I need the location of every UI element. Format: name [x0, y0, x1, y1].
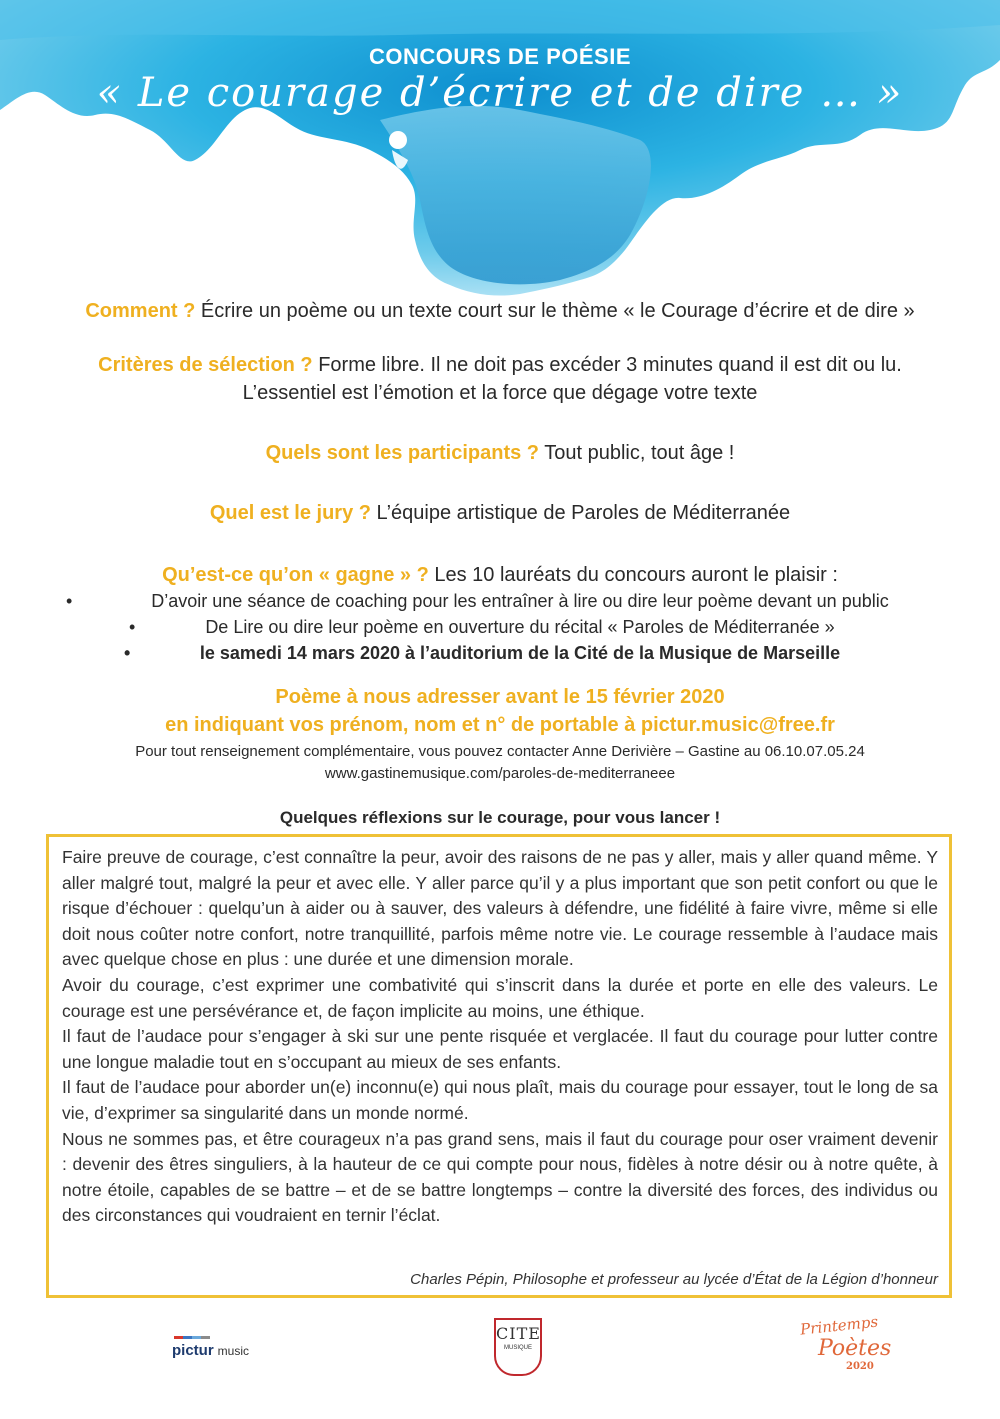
- list-item: [0, 617, 1000, 638]
- quote-paragraph: Avoir du courage, c’est exprimer une combativité qui s’inscrit dans la durée et porte en elle des valeurs. Le courage est une persévérance et, de façon implicite au moins, une éthique.: [62, 974, 938, 1021]
- logo-stripe: [174, 1336, 210, 1339]
- contest-label: CONCOURS DE POÉSIE: [368, 44, 632, 69]
- question-label: Quels sont les participants ?: [265, 442, 540, 464]
- info-how: [0, 300, 1000, 323]
- website-link[interactable]: www.gastinemusique.com/paroles-de-mediterraneee: [324, 765, 676, 782]
- reflections-heading: Quelques réflexions sur le courage, pour vous lancer !: [279, 808, 721, 827]
- logo-subtext: music: [217, 1344, 250, 1358]
- bullet-icon: •: [129, 617, 136, 637]
- list-item: [0, 643, 1000, 664]
- info-participants: [0, 442, 1000, 465]
- deadline-line-1: Poème à nous adresser avant le 15 février 2020: [275, 686, 725, 708]
- logo-text: pictur: [172, 1342, 214, 1359]
- contest-title: « Le courage d’écrire et de dire … »: [96, 70, 904, 116]
- bullet-icon: •: [66, 591, 73, 611]
- quote-paragraph: Nous ne sommes pas, et être courageux n’a pas grand sens, mais il faut du courage pour oser vraiment devenir : devenir des êtres singuliers, à la hauteur de ce qui compte pour nous, fidèles à notre désir ou à notre quête, à notre étoile, capables de se battre – et de se battre longtemps – contre la diversité des forces, des individus ou des circonstances qui voudraient en ternir l’éclat.: [62, 1128, 938, 1226]
- answer-text: Écrire un poème ou un texte court sur le thème « le Courage d’écrire et de dire »: [195, 300, 915, 322]
- list-item-text: De Lire ou dire leur poème en ouverture du récital « Paroles de Méditerranée »: [205, 617, 835, 637]
- question-label: Quel est le jury ?: [209, 502, 371, 524]
- logo-year: 2020: [846, 1361, 874, 1372]
- info-prize: [0, 564, 1000, 587]
- quote-paragraph: Il faut de l’audace pour s’engager à ski sur une pente risquée et verglacée. Il faut du courage pour lutter contre une longue maladie tout en s’occupant au mieux de ses enfants.: [62, 1026, 938, 1072]
- contact-text: Pour tout renseignement complémentaire, vous pouvez contacter Anne Derivière – Gastine au 06.10.07.05.24: [135, 743, 865, 760]
- quote-text: [62, 845, 938, 1229]
- question-label: Qu’est-ce qu’on « gagne » ?: [162, 564, 429, 586]
- logo-text: Printemps: [799, 1312, 879, 1339]
- answer-text: Tout public, tout âge !: [539, 442, 735, 464]
- info-criteria: [0, 354, 1000, 377]
- list-item: [0, 591, 1000, 612]
- question-label: Comment ?: [85, 300, 196, 322]
- answer-text: L’équipe artistique de Paroles de Méditerranée: [371, 502, 791, 524]
- list-item-text: D’avoir une séance de coaching pour les entraîner à lire ou dire leur poème devant un public: [151, 591, 889, 611]
- answer-text: Forme libre. Il ne doit pas excéder 3 minutes quand il est dit ou lu.: [312, 354, 902, 376]
- bullet-icon: •: [124, 643, 131, 663]
- signature: Charles Pépin, Philosophe et professeur au lycée d’État de la Légion d’honneur: [410, 1271, 938, 1288]
- info-jury: [0, 502, 1000, 525]
- list-item-text: le samedi 14 mars 2020 à l’auditorium de la Cité de la Musique de Marseille: [199, 643, 841, 663]
- printemps-poetes-logo: [799, 1312, 892, 1386]
- info-criteria-2: L’essentiel est l’émotion et la force que dégage votre texte: [242, 382, 758, 404]
- logo-text: Poètes: [818, 1336, 892, 1361]
- logo-text: CITE: [496, 1324, 541, 1343]
- question-label: Critères de sélection ?: [98, 354, 313, 376]
- quote-paragraph: Faire preuve de courage, c’est connaître la peur, avoir des raisons de ne pas y aller, mais y aller quand même. Y aller malgré tout, malgré la peur et avec elle. Y aller parce qu’il y a plus important que son petit confort ou que le risque d’échouer : quelqu’un à aider ou à sauver, des valeurs à défendre, une fidélité à faire vivre, même si elle doit nous coûter notre confort, notre tranquillité, parfois même notre vie. Le courage ressemble à l’audace mais avec quelque chose en plus : une durée et une dimension morale.: [62, 847, 938, 970]
- cite-musique-logo: [494, 1318, 542, 1376]
- deadline-line-2: en indiquant vos prénom, nom et n° de portable à pictur.music@free.fr: [165, 714, 835, 736]
- logo-subtext: MUSIQUE: [503, 1345, 532, 1351]
- watercolor-header: [0, 0, 1000, 300]
- answer-text: Les 10 lauréats du concours auront le plaisir :: [428, 564, 838, 586]
- pictur-music-logo: [172, 1342, 249, 1359]
- quote-paragraph: Il faut de l’audace pour aborder un(e) inconnu(e) qui nous plaît, mais du courage pour essayer, tout le long de sa vie, d’exprimer sa singularité dans un monde normé.: [62, 1077, 938, 1123]
